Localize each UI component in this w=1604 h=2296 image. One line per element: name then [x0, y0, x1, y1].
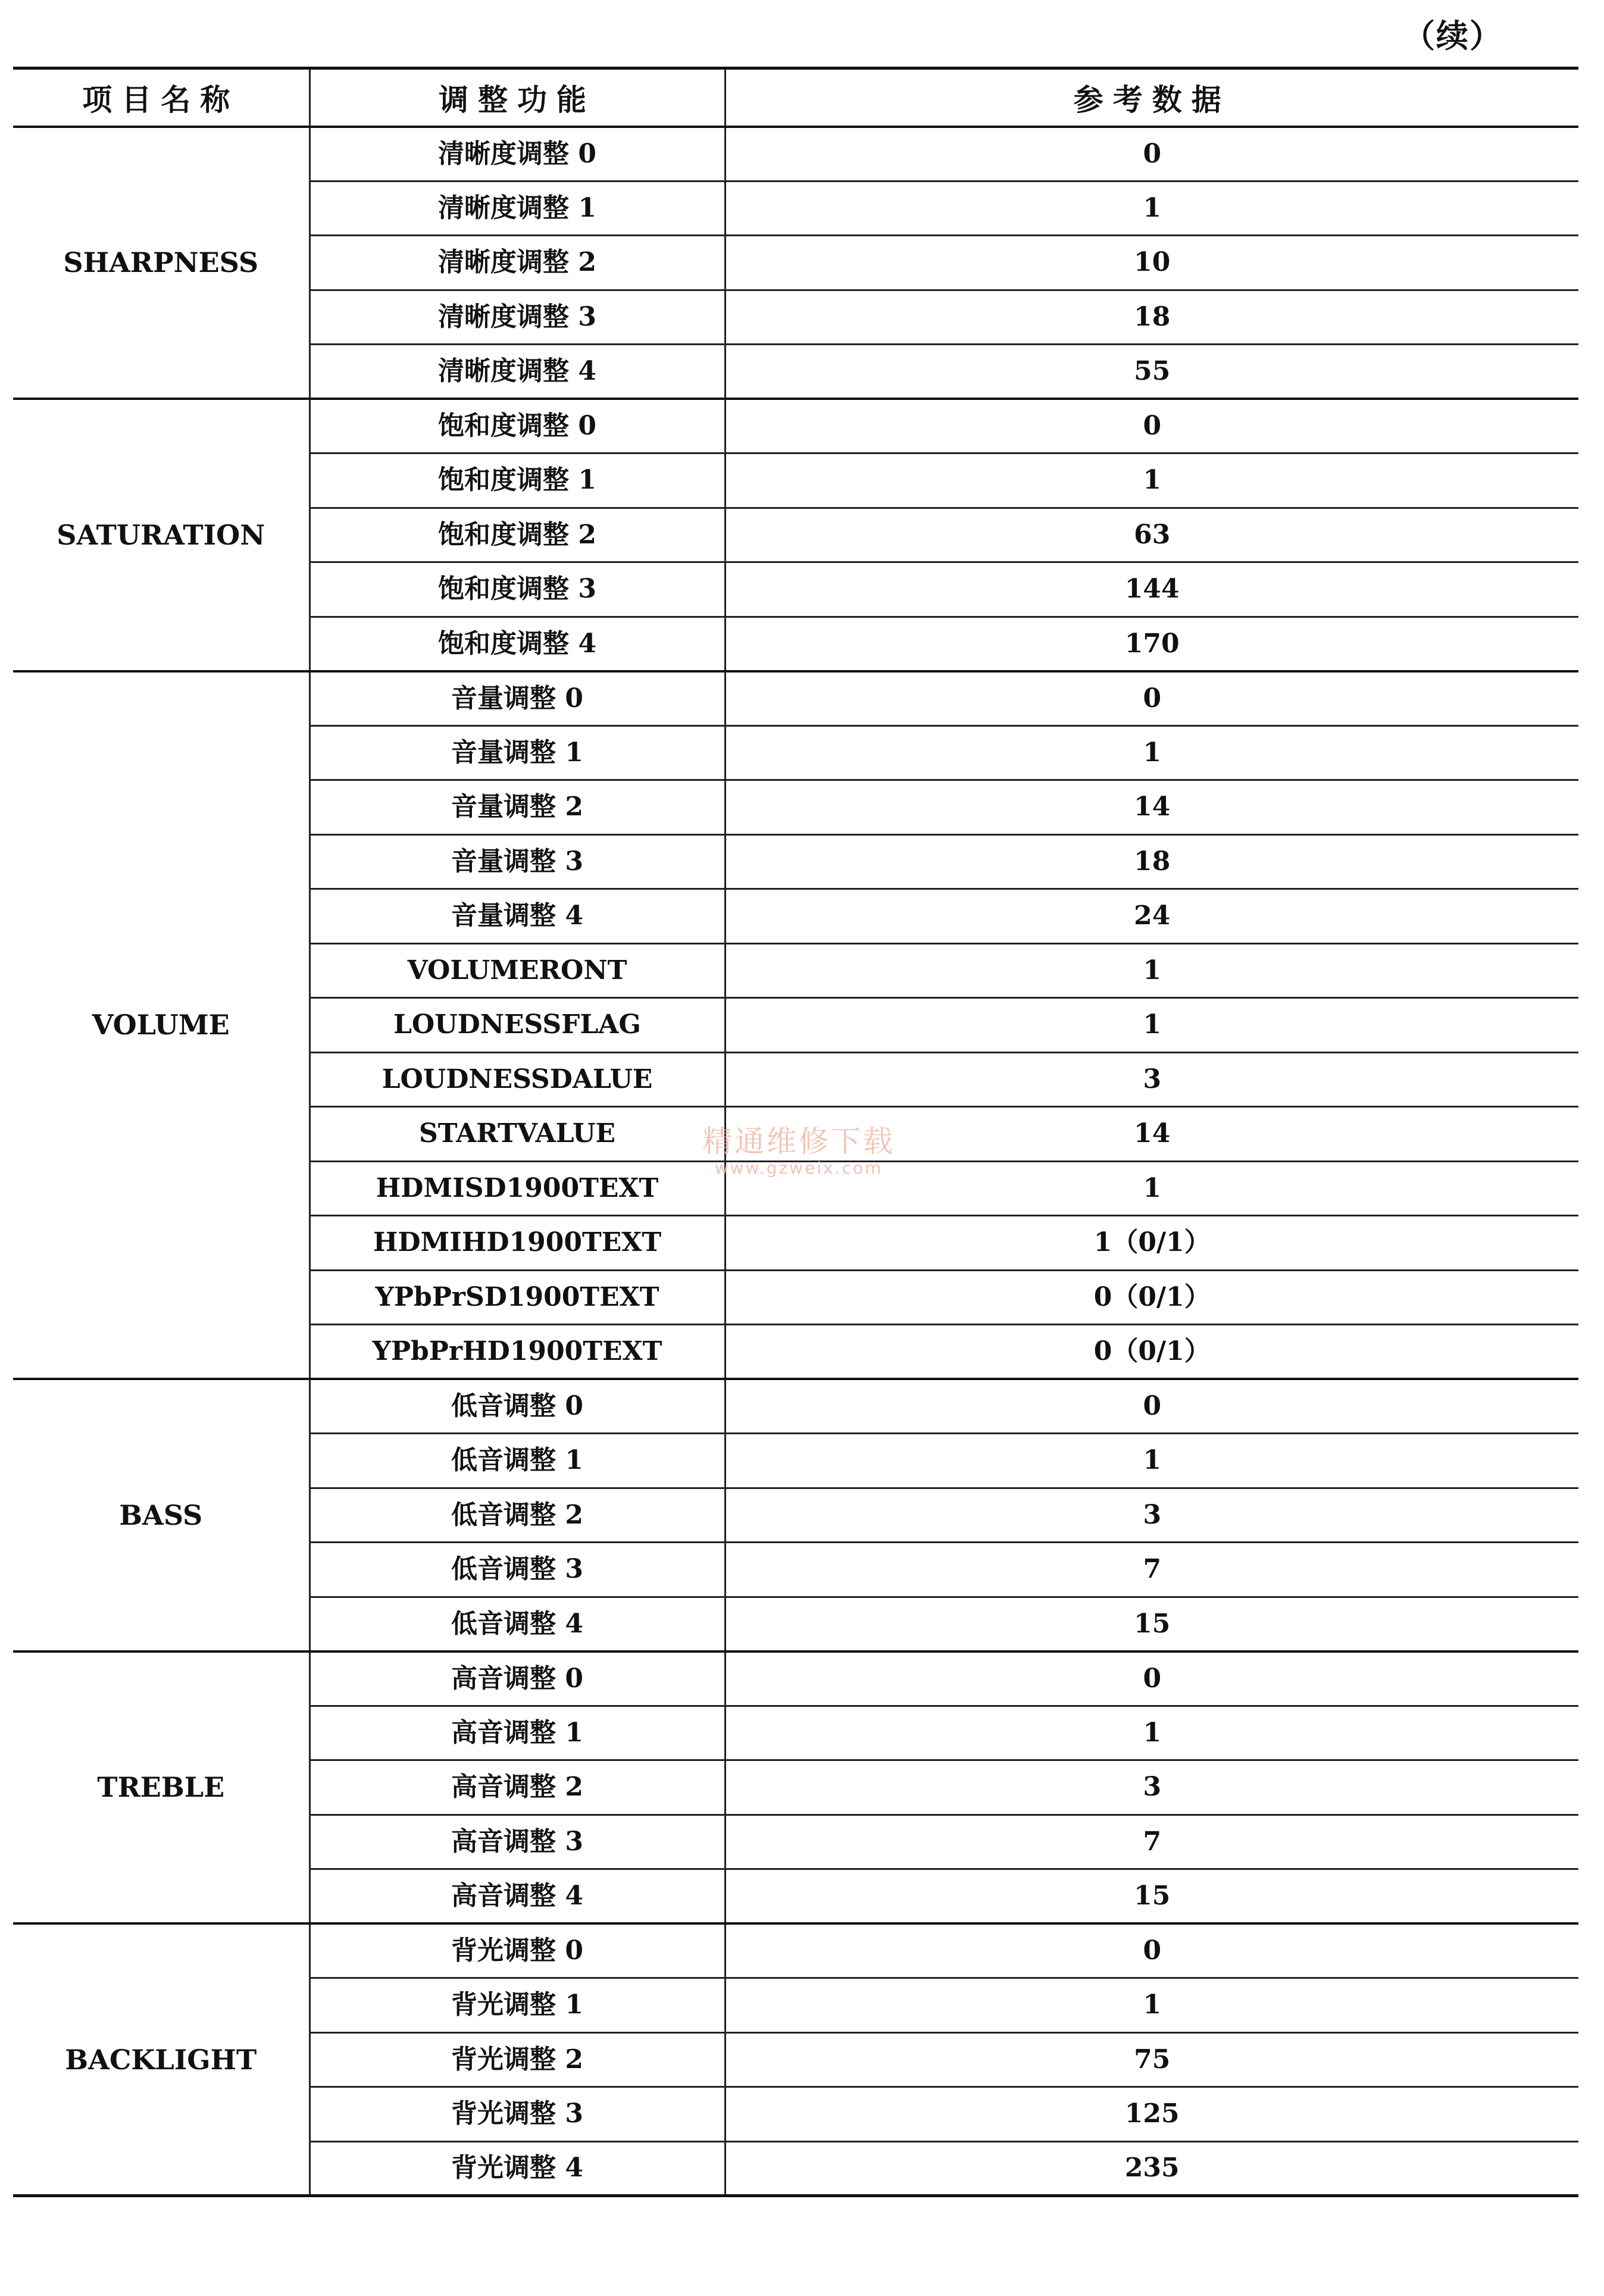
function-cell: STARTVALUE — [309, 1107, 725, 1162]
function-cell: 背光调整 0 — [309, 1923, 725, 1978]
function-cell: 低音调整 2 — [309, 1488, 725, 1543]
function-cell: 清晰度调整 3 — [309, 290, 725, 345]
reference-value-cell: 125 — [1124, 2098, 1180, 2129]
reference-value-cell: 0（0/1） — [1093, 1281, 1211, 1312]
function-cell: 音量调整 3 — [309, 834, 725, 889]
function-cell: HDMIHD1900TEXT — [309, 1216, 725, 1271]
function-cell: 音量调整 4 — [309, 889, 725, 944]
item-name-cell: BACKLIGHT — [13, 1923, 309, 2196]
reference-value-cell: 0 — [1143, 411, 1162, 441]
function-cell: 音量调整 2 — [309, 780, 725, 835]
function-cell: 音量调整 1 — [309, 725, 725, 780]
function-cell: 饱和度调整 0 — [309, 399, 725, 453]
function-cell: 饱和度调整 1 — [309, 453, 725, 508]
reference-value-cell: 18 — [1134, 301, 1171, 332]
function-cell: 清晰度调整 4 — [309, 345, 725, 399]
reference-value-cell: 75 — [1134, 2044, 1171, 2075]
reference-value-cell: 15 — [1134, 1608, 1171, 1639]
reference-value-cell: 235 — [1124, 2153, 1180, 2184]
header-function: 调整功能 — [309, 68, 725, 127]
reference-value-cell: 10 — [1134, 247, 1171, 278]
reference-value-cell: 0 — [1143, 138, 1162, 169]
function-cell: 低音调整 0 — [309, 1379, 725, 1434]
reference-value-cell: 18 — [1134, 846, 1171, 877]
spec-table-container — [13, 67, 1578, 2197]
reference-value-cell: 0（0/1） — [1093, 1336, 1211, 1366]
function-cell: 高音调整 1 — [309, 1706, 725, 1760]
reference-value-cell: 1 — [1143, 1445, 1162, 1476]
item-name-cell: SHARPNESS — [13, 127, 309, 399]
function-cell: 低音调整 4 — [309, 1597, 725, 1651]
table-row — [13, 1379, 1578, 1434]
reference-value-cell: 1 — [1143, 1717, 1162, 1748]
function-cell: YPbPrHD1900TEXT — [309, 1325, 725, 1380]
reference-value-cell: 0 — [1143, 683, 1162, 714]
reference-value-cell: 0 — [1143, 1663, 1162, 1694]
function-cell: YPbPrSD1900TEXT — [309, 1270, 725, 1325]
reference-value-cell: 24 — [1134, 900, 1171, 931]
function-cell: HDMISD1900TEXT — [309, 1161, 725, 1216]
function-cell: 背光调整 4 — [309, 2141, 725, 2196]
function-cell: 高音调整 3 — [309, 1815, 725, 1869]
continued-label: （续） — [1403, 17, 1503, 55]
reference-value-cell: 144 — [1124, 574, 1180, 605]
function-cell: 背光调整 1 — [309, 1978, 725, 2033]
reference-value-cell: 1 — [1143, 1990, 1162, 2020]
reference-value-cell: 1 — [1143, 1172, 1162, 1203]
reference-value-cell: 7 — [1143, 1826, 1162, 1857]
reference-value-cell: 3 — [1143, 1063, 1162, 1094]
function-cell: 饱和度调整 2 — [309, 508, 725, 562]
reference-value-cell: 1 — [1143, 192, 1162, 223]
table-row — [13, 671, 1578, 726]
reference-value-cell: 55 — [1134, 356, 1171, 386]
table-row — [13, 127, 1578, 182]
watermark-text: 精通维修下载 — [702, 1124, 895, 1159]
reference-value-cell: 3 — [1143, 1772, 1162, 1803]
watermark-url: www.gzweix.com — [714, 1158, 883, 1178]
header-reference-data: 参考数据 — [1073, 82, 1231, 117]
function-cell: 高音调整 2 — [309, 1760, 725, 1815]
function-cell: 低音调整 1 — [309, 1434, 725, 1488]
table-header — [13, 68, 1578, 127]
reference-value-cell: 170 — [1124, 628, 1180, 659]
reference-value-cell: 1 — [1143, 737, 1162, 768]
reference-value-cell: 1 — [1143, 1009, 1162, 1040]
function-cell: 高音调整 4 — [309, 1869, 725, 1924]
reference-value-cell: 1 — [1143, 955, 1162, 986]
reference-value-cell: 1 — [1143, 465, 1162, 496]
reference-value-cell: 63 — [1134, 519, 1171, 550]
function-cell: LOUDNESSDALUE — [309, 1052, 725, 1107]
item-name-cell: VOLUME — [13, 671, 309, 1380]
adjustment-table — [13, 67, 1578, 2197]
header-row — [13, 68, 1578, 127]
table-row — [13, 399, 1578, 453]
function-cell: 背光调整 2 — [309, 2032, 725, 2087]
reference-value-cell: 1（0/1） — [1093, 1227, 1211, 1258]
reference-value-cell: 15 — [1134, 1881, 1171, 1911]
table-body — [13, 127, 1578, 2196]
item-name-cell: SATURATION — [13, 399, 309, 671]
function-cell: VOLUMERONT — [309, 943, 725, 998]
reference-value-cell: 3 — [1143, 1499, 1162, 1530]
function-cell: 清晰度调整 0 — [309, 127, 725, 182]
table-row — [13, 1651, 1578, 1706]
function-cell: 低音调整 3 — [309, 1543, 725, 1597]
item-name-cell: BASS — [13, 1379, 309, 1651]
function-cell: 饱和度调整 3 — [309, 562, 725, 617]
reference-value-cell: 7 — [1143, 1554, 1162, 1585]
header-item-name: 项目名称 — [13, 68, 309, 127]
function-cell: 清晰度调整 1 — [309, 181, 725, 236]
function-cell: 背光调整 3 — [309, 2087, 725, 2142]
reference-value-cell: 0 — [1143, 1935, 1162, 1966]
function-cell: 音量调整 0 — [309, 671, 725, 726]
reference-value-cell: 14 — [1134, 1118, 1171, 1149]
function-cell: 清晰度调整 2 — [309, 236, 725, 290]
table-row — [13, 1923, 1578, 1978]
reference-value-cell: 0 — [1143, 1391, 1162, 1421]
reference-value-cell: 14 — [1134, 792, 1171, 822]
function-cell: 饱和度调整 4 — [309, 617, 725, 671]
function-cell: LOUDNESSFLAG — [309, 998, 725, 1053]
item-name-cell: TREBLE — [13, 1651, 309, 1924]
function-cell: 高音调整 0 — [309, 1651, 725, 1706]
